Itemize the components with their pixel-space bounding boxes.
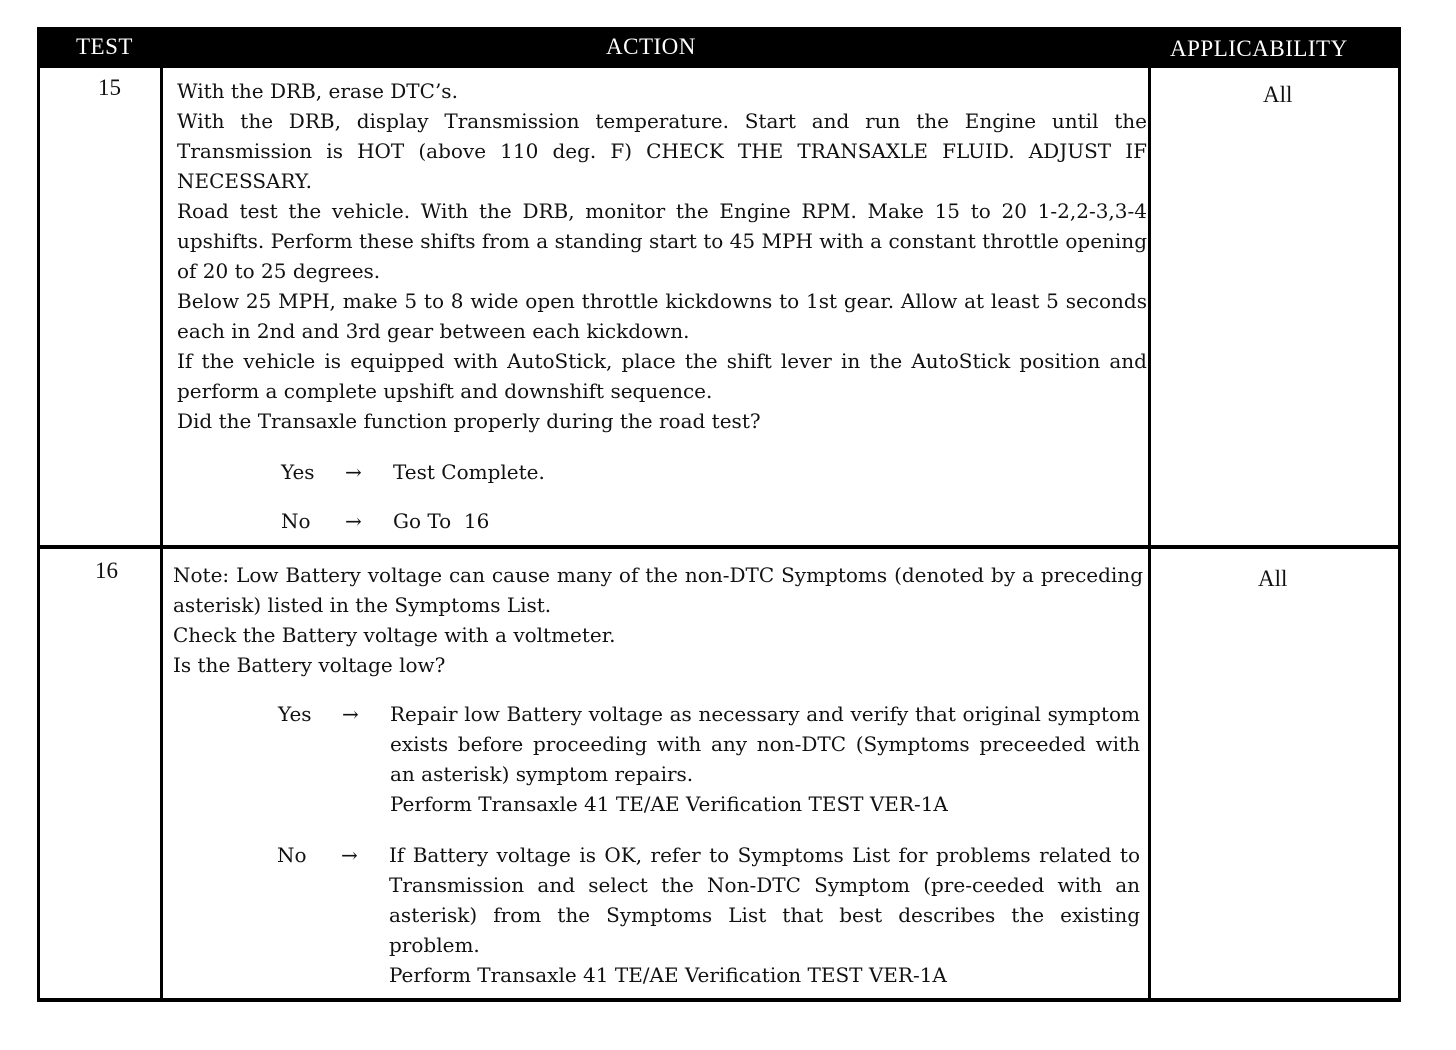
row-divider	[40, 545, 1398, 549]
header-test: TEST	[76, 34, 133, 59]
header-action: ACTION	[606, 34, 696, 59]
no-label: No	[277, 843, 307, 867]
yes-label: Yes	[278, 702, 312, 726]
header-applicability: APPLICABILITY	[1170, 36, 1348, 61]
no-result-followup: Perform Transaxle 41 TE/AE Verification TEST VER-1A	[389, 963, 947, 987]
action-paragraph: If the vehicle is equipped with AutoStick, place the shift lever in the AutoStick position and perform a complete upshift and downshift sequence.	[177, 349, 1147, 403]
action-paragraph: With the DRB, erase DTC’s.	[177, 79, 458, 103]
action-paragraph: Road test the vehicle. With the DRB, monitor the Engine RPM. Make 15 to 20 1-2,2-3,3-4 upshifts. Perform these shifts from a standing start to 45 MPH with a constant throttle opening of 20 to 25 degrees.	[177, 199, 1147, 283]
action-paragraph: Below 25 MPH, make 5 to 8 wide open throttle kickdowns to 1st gear. Allow at least 5 seconds each in 2nd and 3rd gear between each kickdown.	[177, 289, 1147, 343]
no-result-text: If Battery voltage is OK, refer to Symptoms List for problems related to Transmission and select the Non-DTC Symptom (pre-ceeded with an asterisk) from the Symptoms List that best describes the existing problem.	[389, 843, 1140, 957]
test-number: 16	[95, 558, 118, 583]
action-text	[173, 560, 1143, 680]
yes-response	[278, 699, 1143, 819]
no-label: No	[281, 509, 311, 533]
applicability-value: All	[1263, 82, 1293, 107]
yes-result-followup: Perform Transaxle 41 TE/AE Verification TEST VER-1A	[390, 792, 948, 816]
test-number: 15	[98, 75, 121, 100]
action-text	[177, 76, 1147, 436]
yes-result	[390, 699, 1140, 819]
diagnostic-table	[37, 27, 1401, 1002]
no-result	[389, 840, 1140, 990]
action-paragraph: Check the Battery voltage with a voltmeter.	[173, 623, 616, 647]
applicability-value: All	[1258, 566, 1288, 591]
no-result: Go To 16	[393, 509, 490, 533]
action-paragraph: Note: Low Battery voltage can cause many of the non-DTC Symptoms (denoted by a preceding asterisk) listed in the Symptoms List.	[173, 563, 1143, 617]
arrow-icon: →	[345, 460, 362, 484]
action-paragraph: Did the Transaxle function properly during the road test?	[177, 409, 761, 433]
yes-result-text: Repair low Battery voltage as necessary and verify that original symptom exists before proceeding with any non-DTC (Symptoms preceeded with an asterisk) symptom repairs.	[390, 702, 1140, 786]
yes-response	[281, 457, 1121, 487]
no-response	[281, 506, 1121, 536]
yes-result: Test Complete.	[393, 460, 545, 484]
no-response	[277, 840, 1143, 990]
arrow-icon: →	[342, 702, 359, 726]
action-paragraph: Is the Battery voltage low?	[173, 653, 446, 677]
yes-label: Yes	[281, 460, 315, 484]
arrow-icon: →	[345, 509, 362, 533]
table-header	[40, 30, 1398, 68]
arrow-icon: →	[341, 843, 358, 867]
action-paragraph: With the DRB, display Transmission temperature. Start and run the Engine until the Transmission is HOT (above 110 deg. F) CHECK THE TRANSAXLE FLUID. ADJUST IF NECESSARY.	[177, 109, 1147, 193]
column-divider-applicability	[1148, 68, 1151, 998]
column-divider-test	[160, 68, 163, 998]
